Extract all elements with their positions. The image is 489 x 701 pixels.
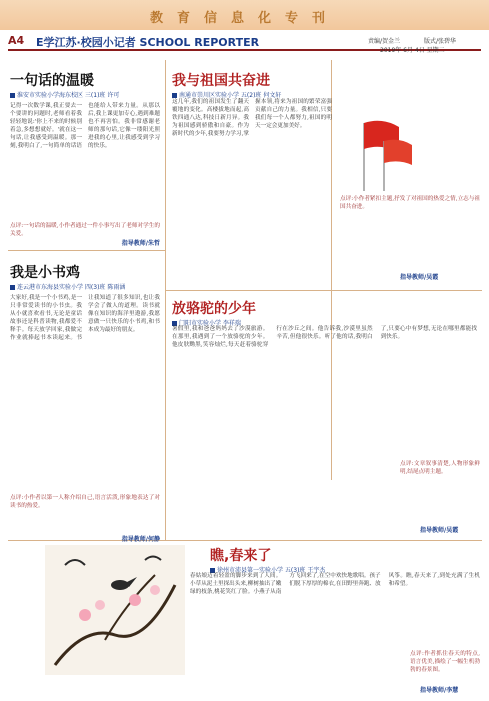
bullet-icon xyxy=(10,285,15,290)
byline-text: 徐州市沛县第一实验小学 五(3)班 王宇杰 xyxy=(217,567,326,574)
article-body: 记得一次数学课,我正要去一个要讲的问题时,老师看着我轻轻地说:'你上不来的时候别着急,多想想就好。'就在这一句话,让我感受到温暖。那一刻,我明白了,一句简单的话语也能给人带来力量。从那以后,我上课更加专心,遇到难题也不再害怕。我非常感谢老师的那句话,它像一缕阳光照进我的心里,让我感受到学习的快乐。 xyxy=(10,103,160,149)
article-note: 点评:作者抓住春天的特点,语言优美,描绘了一幅生机勃勃的春景图。 xyxy=(410,651,480,673)
teacher-credit: 指导教师/吴霞 xyxy=(400,274,439,281)
article-title: 我与祖国共奋进 xyxy=(172,73,270,89)
painting xyxy=(45,545,185,675)
article-note: 点评:小作者紧扣主题,抒发了对祖国的热爱之情,立志与祖国共奋进。 xyxy=(340,196,480,210)
divider xyxy=(166,290,482,291)
teacher-credit: 指导教师/朱哲 xyxy=(121,240,160,247)
article-note: 点评:一句话的温暖,小作者通过一件小事写出了老师对学生的关爱。 xyxy=(10,223,160,237)
article-note: 点评:文章叙事清楚,人物形象鲜明,结尾点明主题。 xyxy=(400,461,480,475)
article-2 xyxy=(10,262,160,543)
article-1 xyxy=(10,70,160,247)
byline-text: 南通市崇川区实验小学 五(2)班 何文轩 xyxy=(179,92,282,99)
issue-date: 2019年 6月 4日 星期二 xyxy=(380,47,445,54)
article-title: 一句话的温暖 xyxy=(10,73,94,89)
article-title: 放骆驼的少年 xyxy=(172,301,256,317)
art-credit: 版式/张碧华 xyxy=(424,38,457,45)
article-3 xyxy=(172,70,477,99)
section-name: E学江苏·校园小记者 SCHOOL REPORTER xyxy=(36,36,260,49)
article-body: 春姑娘迈着轻盈的脚步来到了人间。小草从泥土里探出头来,柳树抽出了嫩绿的枝条,桃花笑红了脸。小燕子从南方飞回来了,在空中欢快地歌唱。孩子们脱下厚厚的棉衣,在田野里奔跑、放风筝。瞧,春天来了,到处充满了生机和希望。 xyxy=(190,573,480,595)
byline-text: 门阳市实验小学 李祥瑞 xyxy=(179,320,241,327)
byline-text: 连云港市东海县实验小学 四(3)班 陈雨涵 xyxy=(17,284,126,291)
teacher-credit: 指导教师/吴霞 xyxy=(420,527,459,534)
article-body: 暑假里,我和爸爸妈妈去了沙漠旅游。在那里,我遇到了一个放骆驼的少年。他皮肤黝黑,笑容灿烂,每天赶着骆驼穿行在沙丘之间。他告诉我,沙漠里虽然辛苦,但他很快乐。听了他的话,我明白了,只要心中有梦想,无论在哪里都能找到快乐。 xyxy=(172,326,477,348)
article-title: 瞧,春来了 xyxy=(210,548,272,564)
article-title: 我是小书鸡 xyxy=(10,265,80,281)
divider xyxy=(8,250,165,251)
page-tag: A4 xyxy=(8,34,25,47)
bullet-icon xyxy=(10,93,15,98)
flag-photo xyxy=(344,113,414,191)
teacher-credit: 指导教师/李慧 xyxy=(420,687,459,694)
teacher-credit: 指导教师/何静 xyxy=(121,536,160,543)
byline xyxy=(10,90,160,99)
banner-title: 教育信息化专刊 xyxy=(149,11,339,26)
editor-credit: 责编/贺金兰 xyxy=(368,38,401,45)
byline-text: 淮安市实验小学海东校区 三(1)班 许可 xyxy=(17,92,120,99)
article-4 xyxy=(172,298,477,327)
article-5 xyxy=(210,545,480,574)
byline xyxy=(10,282,160,291)
article-body: 这几年,我们的祖国发生了翻天覆地的变化。高楼拔地而起,高铁四通八达,科技日新月异。我为祖国感到骄傲和自豪。作为新时代的少年,我要努力学习,掌握本领,将来为祖国的繁荣富强贡献自己的力量。我相信,只要我们每一个人都努力,祖国的明天一定会更加美好。 xyxy=(172,99,332,137)
divider xyxy=(165,60,166,540)
article-body: 大家好,我是一个小书鸡,是一只非常爱读书的小书虫。我从小就喜欢看书,无论是童话故事还是科普读物,我都爱不释手。每天放学回家,我做完作业就捧起书本读起来。书让我知道了很多知识,也让我学会了做人的道理。读书就像在知识的海洋里遨游,我愿意做一只快乐的小书鸡,和书本成为最好的朋友。 xyxy=(10,295,160,341)
article-note: 点评:小作者以第一人称介绍自己,语言活泼,形象地表达了对读书的热爱。 xyxy=(10,495,160,509)
